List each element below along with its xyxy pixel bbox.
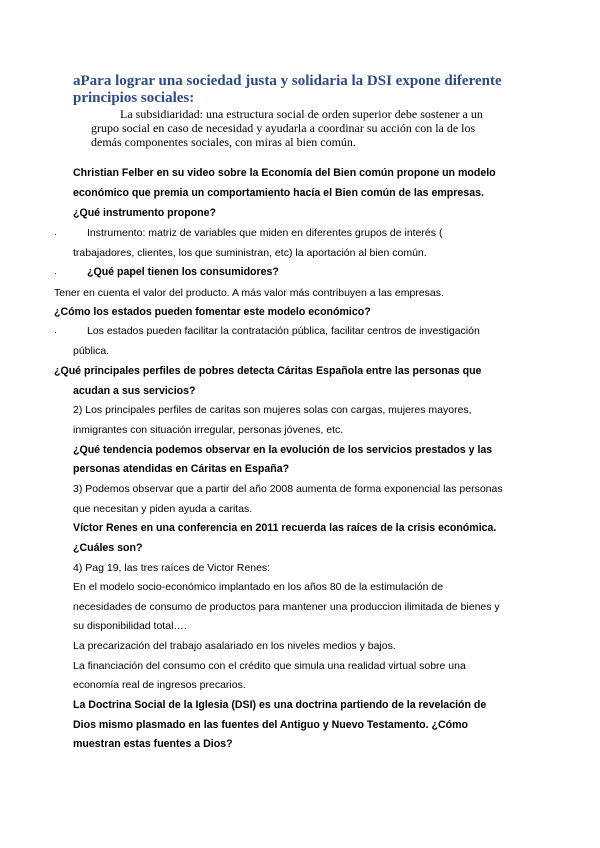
root-2: La precarización del trabajo asalariado en los niveles medios y bajos. — [73, 640, 396, 652]
root-3-line-1: La financiación del consumo con el crédito que simula una realidad virtual sobre una — [73, 660, 466, 672]
bullet-point: · — [54, 327, 57, 337]
question-states: ¿Cómo los estados pueden fomentar este modelo económico? — [54, 306, 371, 318]
answer-states-line-2: pública. — [73, 345, 110, 357]
section-heading-line-2: principios sociales: — [73, 90, 195, 106]
question-dsi-line-2: Dios mismo plasmado en las fuentes del Antiguo y Nuevo Testamento. ¿Cómo — [73, 719, 468, 731]
root-1-line-3: su disponibilidad total…. — [73, 620, 187, 632]
answer-consumers: Tener en cuenta el valor del producto. A más valor más contribuyen a las empresas. — [54, 287, 444, 299]
answer-trend-line-2: que necesitan y piden ayuda a caritas. — [73, 503, 253, 515]
question-profiles-line-2: acudan a sus servicios? — [73, 385, 196, 397]
felber-question-line-1: Christian Felber en su video sobre la Economía del Bien común propone un modelo — [73, 167, 496, 179]
question-dsi-line-1: La Doctrina Social de la Iglesia (DSI) es una doctrina partiendo de la revelación de — [73, 699, 487, 711]
question-consumers: ¿Qué papel tienen los consumidores? — [87, 266, 279, 278]
root-1-line-1: En el modelo socio-económico implantado en los años 80 de la estimulación de — [73, 581, 444, 593]
answer-states-line-1: Los estados pueden facilitar la contratación pública, facilitar centros de investigación — [87, 325, 480, 337]
answer-instrument-line-2: trabajadores, clientes, los que suministran, etc) la aportación al bien común. — [73, 247, 427, 259]
root-1-line-2: necesidades de consumo de productos para mantener una produccion ilimitada de bienes y — [73, 601, 500, 613]
answer-profiles-line-2: inmigrantes con situación irregular, personas jóvenes, etc. — [73, 424, 344, 436]
answer-profiles-line-1: 2) Los principales perfiles de caritas son mujeres solas con cargas, mujeres mayores, — [73, 404, 472, 416]
answer-renes-intro: 4) Pag 19, las tres raíces de Victor Renes: — [73, 562, 271, 574]
subsidiarity-line-1: La subsidiaridad: una estructura social de orden superior debe sostener a un — [120, 107, 483, 121]
question-trend-line-1: ¿Qué tendencia podemos observar en la evolución de los servicios prestados y las — [73, 444, 493, 456]
subsidiarity-line-2: grupo social en caso de necesidad y ayudarla a coordinar su acción con la de los — [91, 121, 476, 135]
question-instrument: ¿Qué instrumento propone? — [73, 207, 217, 219]
question-profiles-line-1: ¿Qué principales perfiles de pobres detecta Cáritas Española entre las personas que — [54, 365, 482, 377]
felber-question-line-2: económico que premia un comportamiento hacía el Bien común de las empresas. — [73, 187, 484, 199]
answer-instrument-line-1: Instrumento: matriz de variables que miden en diferentes grupos de interés ( — [87, 227, 443, 239]
question-renes-line-1: Víctor Renes en una conferencia en 2011 recuerda las raíces de la crisis económica. — [73, 522, 497, 534]
root-3-line-2: economía real de ingresos precarios. — [73, 679, 246, 691]
answer-trend-line-1: 3) Podemos observar que a partir del año 2008 aumenta de forma exponencial las personas — [73, 483, 503, 495]
bullet-point: · — [54, 268, 57, 278]
bullet-point: · — [54, 229, 57, 239]
question-dsi-line-3: muestran estas fuentes a Dios? — [73, 738, 233, 750]
section-heading-line-1: aPara lograr una sociedad justa y solidaria la DSI expone diferente — [73, 73, 502, 89]
question-trend-line-2: personas atendidas en Cáritas en España? — [73, 463, 290, 475]
question-renes-line-2: ¿Cuáles son? — [73, 542, 143, 554]
subsidiarity-line-3: demás componentes sociales, con miras al bien común. — [91, 135, 356, 149]
